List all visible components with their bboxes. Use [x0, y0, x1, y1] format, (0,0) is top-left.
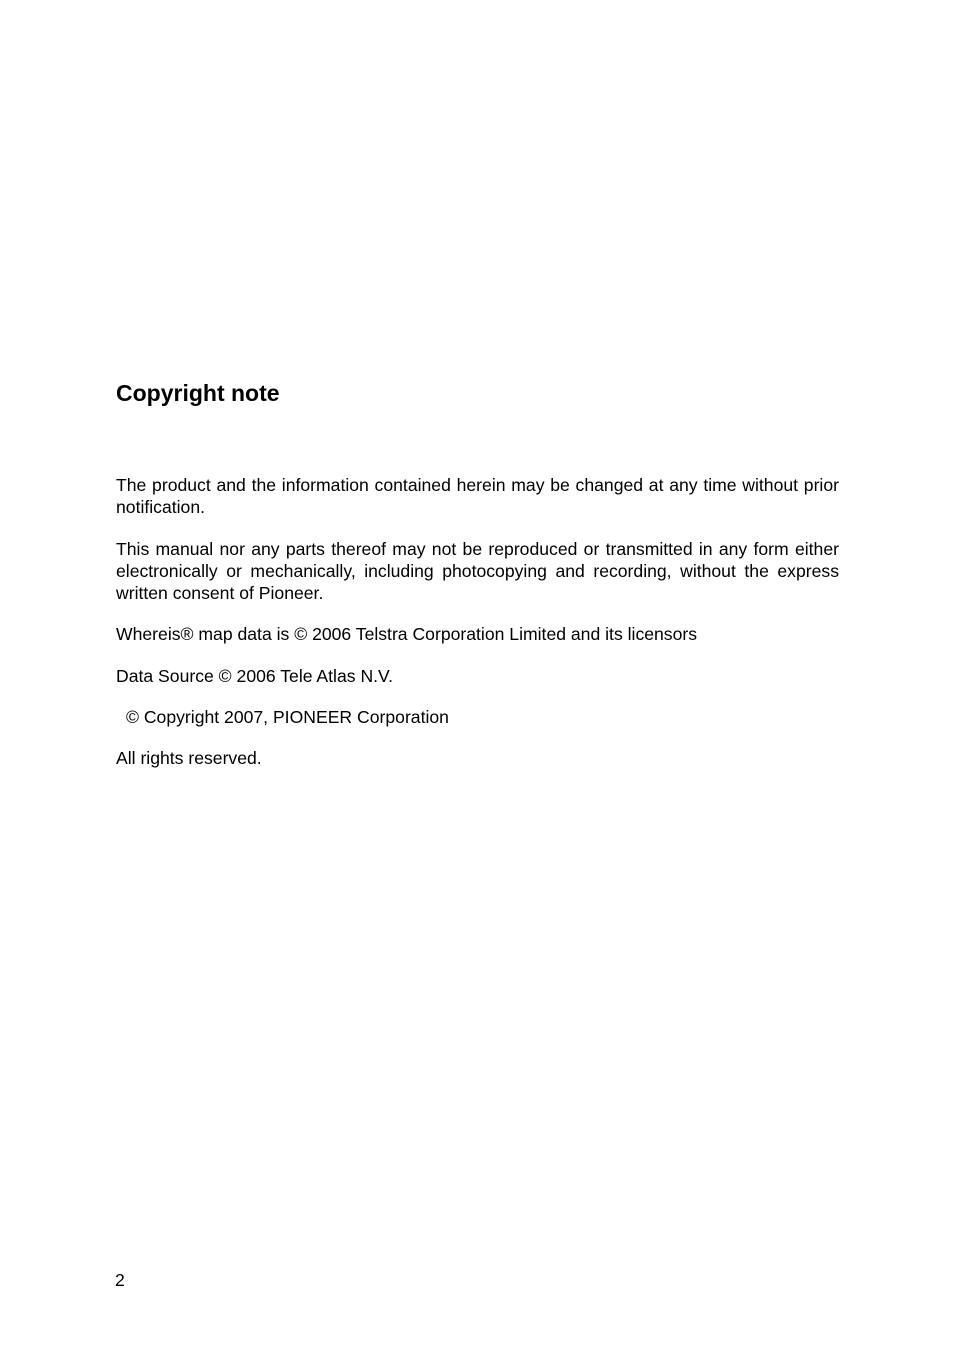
paragraph-change-notice: The product and the information contained herein may be changed at any time without prior notification. — [116, 475, 839, 517]
paragraph-pioneer-copyright: © Copyright 2007, PIONEER Corporation — [126, 707, 449, 727]
paragraph-reproduction-notice: This manual nor any parts thereof may not be reproduced or transmitted in any form either electronically or mechanically, including photocopying and recording, without the express written consent of Pioneer. — [116, 539, 839, 603]
paragraph-data-source-credit: Data Source © 2006 Tele Atlas N.V. — [116, 666, 394, 686]
page-title: Copyright note — [116, 380, 280, 406]
paragraph-map-data-credit: Whereis® map data is © 2006 Telstra Corporation Limited and its licensors — [116, 624, 698, 644]
page-number: 2 — [115, 1270, 125, 1290]
paragraph-rights-reserved: All rights reserved. — [116, 748, 262, 768]
